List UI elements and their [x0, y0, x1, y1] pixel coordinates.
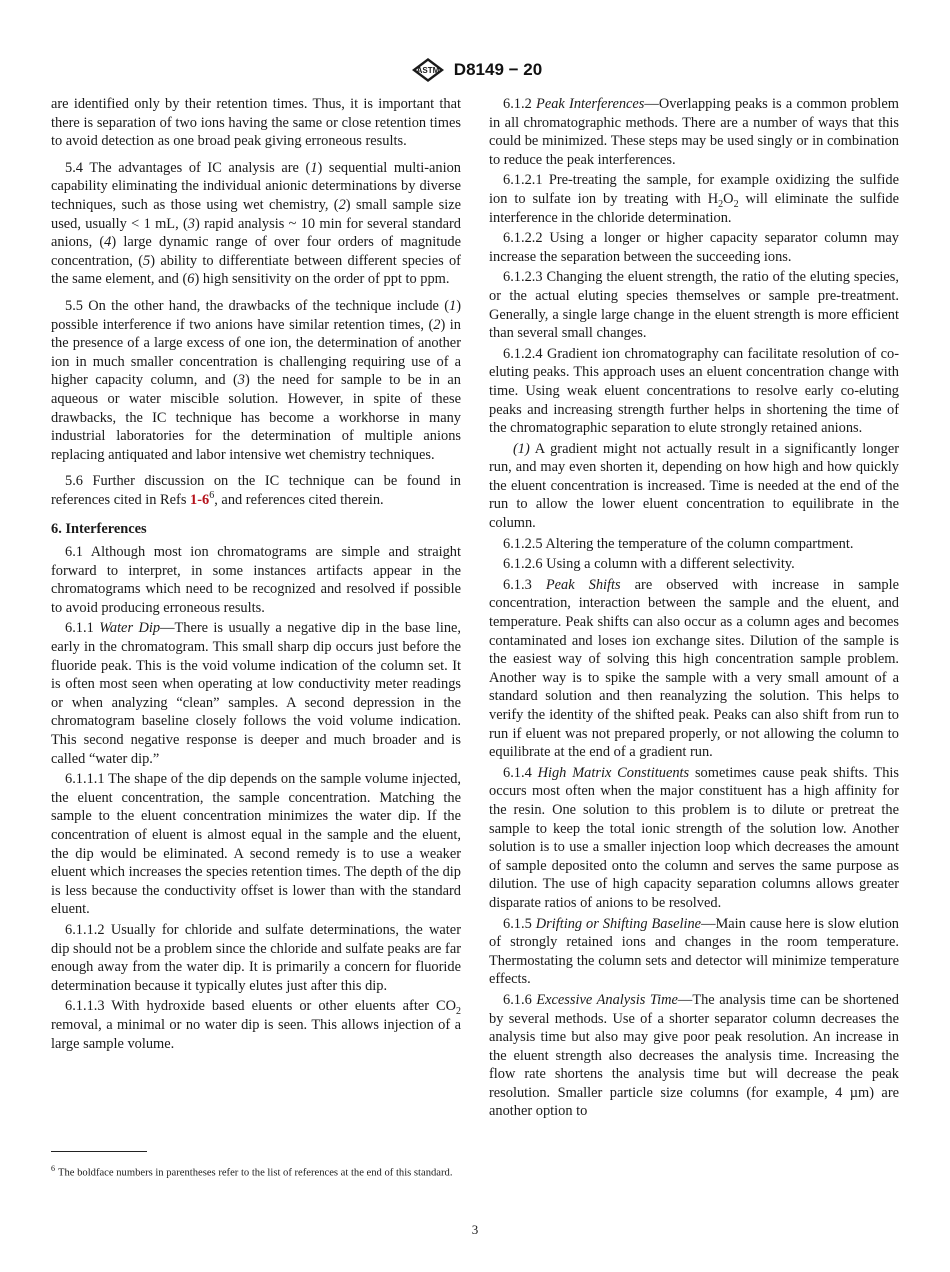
paragraph-5-5: 5.5 On the other hand, the drawbacks of the technique include (1) possible interference if two anions have similar retention times, (2) in the presence of a large excess of one ion, the determination of another ion in much smaller concentration is challenging requiring use of a higher capacity column, and (3) the need for sample to be in an aqueous or water miscible solution. However, in spite of these drawbacks, the IC technique has become a workhorse in many industrial laboratories for the determination of multiple anions replacing antiquated and labor intensive wet chemistry techniques. [51, 297, 461, 463]
logo-text: ASTM [416, 66, 440, 75]
left-column [51, 95, 461, 1053]
paragraph-6-1-2-1: 6.1.2.1 Pre-treating the sample, for example oxidizing the sulfide ion to sulfate ion by treating with $H_2O_2$ will eliminate the sulfide interference in the chloride determination. [489, 172, 899, 226]
paragraph-6-1-1-2: 6.1.1.2 Usually for chloride and sulfate determinations, the water dip should not be a problem since the chloride and sulfate peaks are far enough away from the water dip. It is primarily a concern for fluoride determination because it typically elutes just after this dip. [51, 921, 461, 994]
paragraph-6-1-1-1: 6.1.1.1 The shape of the dip depends on the sample volume injected, the eluent concentration, the sample concentration. Matching the sample to the eluent concentration minimizes the water dip. If the concentration of eluent is almost equal in the sample and the eluent, the dip would be eliminated. A second remedy is to use a weaker eluent which increases the species retention times. The depth of the dip is less because the conductivity offset is lower than with the standard eluent. [51, 771, 461, 918]
paragraph-6-1-2: 6.1.2 Peak Interferences—Overlapping peaks is a common problem in all chromatographic methods. There are a number of ways that this could be minimized. These steps may be used singly or in combination to reduce the peak interferences. [489, 96, 899, 168]
paragraph-6-1-1: 6.1.1 Water Dip—There is usually a negative dip in the base line, early in the chromatogram. This small sharp dip occurs just before the fluoride peak. This is the void volume indication of the column set. It is often most seen when operating at low conductivity meter readings or when analyzing “clean” samples. A second depression in the chromatogram baseline closely follows the void volume indication. This second negative response is deeper and much broader and is called “water dip.” [51, 620, 461, 767]
footnote-mark: 6 [51, 1164, 55, 1173]
reference-link[interactable]: 1-6 [190, 491, 210, 508]
paragraph-6-1-2-4-item-1: (1) A gradient might not actually result in a significantly longer run, and may even shorten it, depending on how high and how quickly the eluent concentration is increased. Time is needed at the end of the run to allow the lower eluent concentration to equilibrate in the column. [489, 440, 899, 532]
paragraph-continued: are identified only by their retention times. Thus, it is important that there is separation of two ions having the same or close retention times to avoid detection as one broad peak giving erroneous results. [51, 96, 461, 150]
astm-logo-icon [408, 56, 448, 84]
paragraph-5-4: 5.4 The advantages of IC analysis are (1) sequential multi-anion capability eliminating the individual anionic determinations by diverse techniques, such as those using wet chemistry, (2) small sample size used, usually < 1 mL, (3) rapid analysis ~ 10 min for several standard anions, (4) large dynamic range of over four orders of magnitude concentration, (5) ability to differentiate between different species of the same element, and (6) high sensitivity on the order of ppt to ppm. [51, 159, 461, 288]
footnote-ref[interactable]: 6 [209, 490, 215, 502]
document-id: D8149 − 20 [453, 60, 543, 79]
right-column [489, 95, 899, 1121]
footnote [51, 1162, 461, 1181]
page-number: 3 [471, 1222, 479, 1237]
paragraph-6-1-2-5: 6.1.2.5 Altering the temperature of the column compartment. [503, 535, 854, 552]
page-header [0, 56, 950, 84]
paragraph-6-1-3: 6.1.3 Peak Shifts are observed with increase in sample concentration, interaction between the sample and the eluent, and temperature. Peak shifts can also occur as a column ages and becomes contaminated and loses ion exchange sites. Dilution of the sample is the easiest way of solving this high concentration sample problem. Another way is to spike the sample with a very small amount of a standard solution and then reanalyzing the solution. This helps to verify the identity of the shifted peak. Peaks can also shift from run to run if eluent was not prepared properly, or not allowing the column to equilibrate at the end of a gradient run. [489, 576, 899, 761]
footnote-text: The boldface numbers in parentheses refer to the list of references at the end of this standard. [58, 1167, 453, 1179]
paragraph-6-1-6: 6.1.6 Excessive Analysis Time—The analysis time can be shortened by several methods. Use of a shorter separator column decreases the analysis time but also may give poor peak resolution. An increase in the eluent strength also decreases the analysis time. Increasing the flow rate shortens the analysis time but will decrease the peak resolution. Smaller particle size columns (for example, 4 µm) are another option to [489, 991, 899, 1120]
paragraph-5-6: 5.6 Further discussion on the IC technique can be found in references cited in Refs $1-6^6$, and references cited therein. [51, 473, 461, 508]
paragraph-6-1-2-2: 6.1.2.2 Using a longer or higher capacity separator column may increase the separation between the succeeding ions. [489, 230, 899, 265]
paragraph-6-1: 6.1 Although most ion chromatograms are simple and straight forward to interpret, in some instances artifacts appear in the chromatograms which need to be recognized and resolved if possible to avoid producing erroneous results. [51, 544, 461, 616]
paragraph-6-1-2-4: 6.1.2.4 Gradient ion chromatography can facilitate resolution of co-eluting peaks. This approach uses an eluent concentration change with time. Using weak eluent concentrations to resolve early co-eluting peaks and increasing strength further helps in shortening the time of the chromatographic separation to elute strongly retained anions. [489, 345, 899, 437]
paragraph-6-1-5: 6.1.5 Drifting or Shifting Baseline—Main cause here is slow elution of strongly retained ions and changes in the room temperature. Thermostating the column sets and detector will minimize temperature effects. [489, 915, 899, 988]
paragraph-6-1-4: 6.1.4 High Matrix Constituents sometimes cause peak shifts. This occurs most often when the major constituent has a high affinity for the resin. One solution to this problem is to dilute or pretreat the sample to keep the total ionic strength of the solution low. Another solution is to use a smaller injection loop which decreases the amount of sample deposited onto the column and serves the same purpose as dilution. The use of high capacity separation columns allows greater disparate ratios of anions to be resolved. [489, 764, 899, 911]
section-heading-interferences: 6. Interferences [51, 521, 147, 538]
footnote-divider [51, 1151, 147, 1152]
paragraph-6-1-1-3: 6.1.1.3 With hydroxide based eluents or other eluents after $CO_2$ removal, a minimal or no water dip is seen. This allows injection of a large sample volume. [51, 998, 461, 1052]
paragraph-6-1-2-6: 6.1.2.6 Using a column with a different selectivity. [503, 556, 795, 573]
paragraph-6-1-2-3: 6.1.2.3 Changing the eluent strength, the ratio of the eluting species, or the actual eluting species themselves or sample pre-treatment. Generally, a single large change in the eluent strength is more efficient than several small changes. [489, 269, 899, 342]
